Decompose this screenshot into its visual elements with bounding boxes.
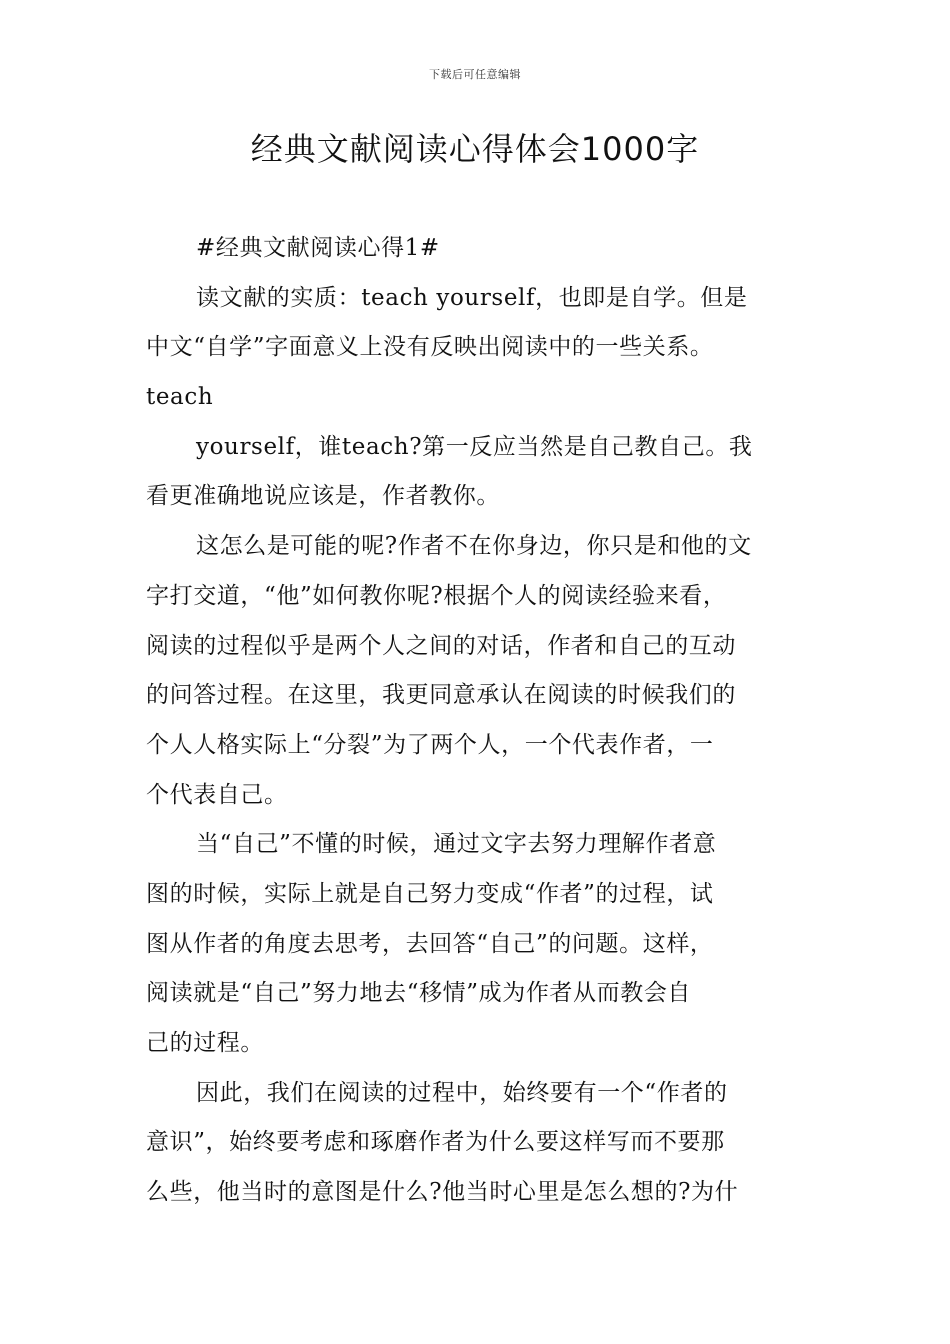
body-line: #经典文献阅读心得1#: [196, 235, 440, 261]
body-line: 这怎么是可能的呢?作者不在你身边，你只是和他的文: [196, 533, 752, 560]
body-line: 意识”，始终要考虑和琢磨作者为什么要这样写而不要那: [146, 1129, 725, 1156]
body-line: teach: [146, 384, 214, 411]
document-body: [146, 224, 810, 1218]
body-line: 的问答过程。在这里，我更同意承认在阅读的时候我们的: [146, 682, 736, 709]
body-line: 阅读就是“自己”努力地去“移情”成为作者从而教会自: [146, 980, 692, 1007]
header-note: 下载后可任意编辑: [429, 68, 521, 81]
body-line: 当“自己”不懂的时候，通过文字去努力理解作者意: [196, 831, 717, 858]
body-line: 字打交道，“他”如何教你呢?根据个人的阅读经验来看，: [146, 582, 727, 609]
body-line: 么些，他当时的意图是什么?他当时心里是怎么想的?为什: [146, 1179, 739, 1206]
body-line: 己的过程。: [146, 1030, 264, 1056]
body-line: 个人人格实际上“分裂”为了两个人，一个代表作者，一: [146, 731, 714, 758]
body-line: yourself，谁teach?第一反应当然是自己教自己。我: [196, 433, 753, 460]
document-title: 经典文献阅读心得体会1000字: [250, 130, 700, 168]
body-line: 读文献的实质：teach yourself，也即是自学。但是: [196, 284, 748, 311]
body-line: 个代表自己。: [146, 781, 288, 808]
body-line: 阅读的过程似乎是两个人之间的对话，作者和自己的互动: [146, 632, 736, 659]
body-line: 看更准确地说应该是，作者教你。: [146, 483, 500, 510]
body-line: 图从作者的角度去思考，去回答“自己”的问题。这样，: [146, 930, 714, 957]
body-line: 图的时候，实际上就是自己努力变成“作者”的过程，试: [146, 880, 714, 907]
body-line: 因此，我们在阅读的过程中，始终要有一个“作者的: [196, 1079, 728, 1106]
body-line: 中文“自学”字面意义上没有反映出阅读中的一些关系。: [146, 334, 714, 361]
